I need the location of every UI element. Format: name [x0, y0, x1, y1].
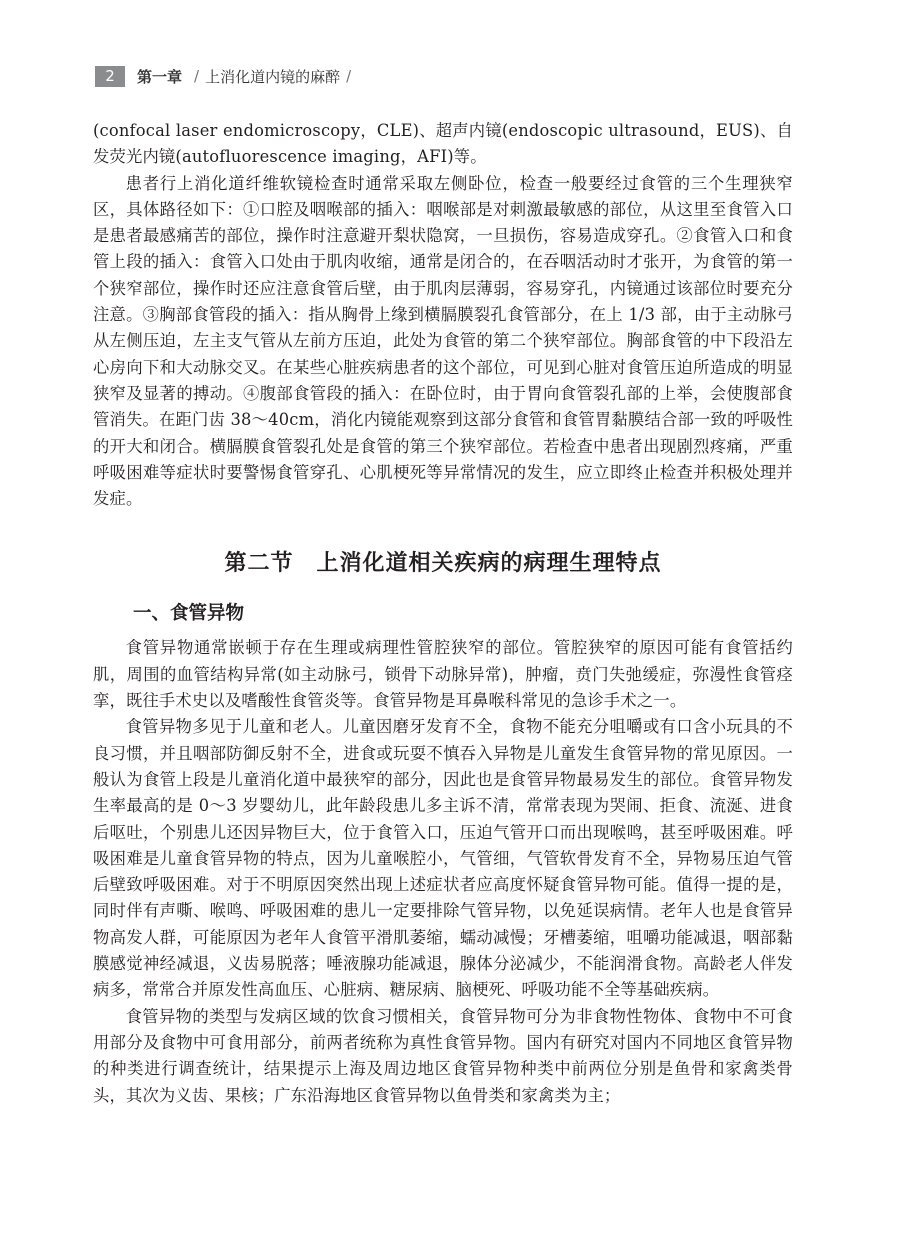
chapter-label: 第一章	[137, 67, 183, 86]
paragraph: 患者行上消化道纤维软镜检查时通常采取左侧卧位，检查一般要经过食管的三个生理狭窄区，具体路径如下：①口腔及咽喉部的插入：咽喉部是对刺激最敏感的部位，从这里至食管入口是患者最感痛苦的部位，操作时注意避开梨状隐窝，一旦损伤，容易造成穿孔。②食管入口和食管上段的插入：食管入口处由于肌肉收缩，通常是闭合的，在吞咽活动时才张开，为食管的第一个狭窄部位，操作时还应注意食管后壁，由于肌肉层薄弱，容易穿孔，内镜通过该部位时要充分注意。③胸部食管段的插入：指从胸骨上缘到横膈膜裂孔食管部分，在上 1/3 部，由于主动脉弓从左侧压迫，左主支气管从左前方压迫，此处为食管的第二个狭窄部位。胸部食管的中下段沿左心房向下和大动脉交叉。在某些心脏疾病患者的这个部位，可见到心脏对食管压迫所造成的明显狭窄及显著的搏动。④腹部食管段的插入：在卧位时，由于胃向食管裂孔部的上举，会使腹部食管消失。在距门齿 38～40cm，消化内镜能观察到这部分食管和食管胃黏膜结合部一致的呼吸性的开大和闭合。横膈膜食管裂孔处是食管的第三个狭窄部位。若检查中患者出现剧烈疼痛，严重呼吸困难等症状时要警惕食管穿孔、心肌梗死等异常情况的发生，应立即终止检查并积极处理并发症。	[93, 173, 793, 509]
page-number: 2	[95, 66, 125, 87]
paragraph: 食管异物通常嵌顿于存在生理或病理性管腔狭窄的部位。管腔狭窄的原因可能有食管括约肌，周围的血管结构异常(如主动脉弓，锁骨下动脉异常)，肿瘤，贲门失弛缓症，弥漫性食管痉挛，既往手术史以及嗜酸性食管炎等。食管异物是耳鼻喉科常见的急诊手术之一。	[93, 638, 793, 711]
chapter-title: 上消化道内镜的麻醉	[205, 67, 341, 86]
header-separator: /	[194, 67, 200, 85]
paragraph: 食管异物的类型与发病区域的饮食习惯相关，食管异物可分为非食物性物体、食物中不可食用部分及食物中可食用部分，前两者统称为真性食管异物。国内有研究对国内不同地区食管异物的种类进行调查统计，结果提示上海及周边地区食管异物种类中前两位分别是鱼骨和家禽类骨头，其次为义齿、果核；广东沿海地区食管异物以鱼骨类和家禽类为主；	[93, 1006, 793, 1105]
paragraph: (confocal laser endomicroscopy，CLE)、超声内镜(endoscopic ultrasound，EUS)、自发荧光内镜(autofluorescence imaging，AFI)等。	[93, 121, 793, 167]
page-header	[95, 62, 357, 90]
header-separator-trailing: /	[346, 67, 352, 85]
page-body	[93, 118, 793, 1109]
section-heading: 第二节 上消化道相关疾病的病理生理特点	[224, 551, 662, 577]
paragraph: 食管异物多见于儿童和老人。儿童因磨牙发育不全，食物不能充分咀嚼或有口含小玩具的不良习惯，并且咽部防御反射不全，进食或玩耍不慎吞入异物是儿童发生食管异物的常见原因。一般认为食管上段是儿童消化道中最狭窄的部分，因此也是食管异物最易发生的部位。食管异物发生率最高的是 0～3 岁婴幼儿，此年龄段患儿多主诉不清，常常表现为哭闹、拒食、流涎、进食后呕吐，个别患儿还因异物巨大，位于食管入口，压迫气管开口而出现喉鸣，甚至呼吸困难。呼吸困难是儿童食管异物的特点，因为儿童喉腔小，气管细，气管软骨发育不全，异物易压迫气管后壁致呼吸困难。对于不明原因突然出现上述症状者应高度怀疑食管异物可能。值得一提的是，同时伴有声嘶、喉鸣、呼吸困难的患儿一定要排除气管异物，以免延误病情。老年人也是食管异物高发人群，可能原因为老年人食管平滑肌萎缩，蠕动减慢；牙槽萎缩，咀嚼功能减退，咽部黏膜感觉神经减退，义齿易脱落；唾液腺功能减退，腺体分泌减少，不能润滑食物。高龄老人伴发病多，常常合并原发性高血压、心脏病、糖尿病、脑梗死、呼吸功能不全等基础疾病。	[93, 717, 793, 1000]
subsection-heading: 一、食管异物	[133, 603, 245, 625]
